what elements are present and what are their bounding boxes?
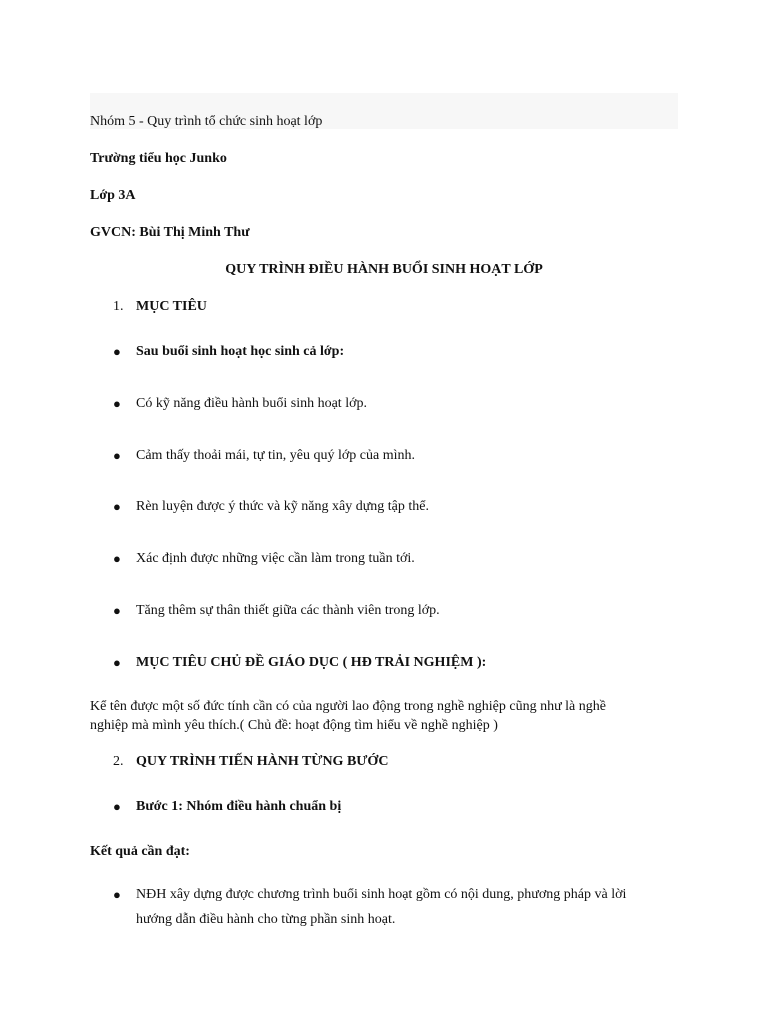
bullet-icon: ● — [113, 551, 121, 566]
bullet-icon: ● — [113, 344, 121, 359]
result-text-line1: NĐH xây dựng được chương trình buổi sinh hoạt gồm có nội dung, phương pháp và lời — [136, 887, 627, 902]
bullet-icon: ● — [113, 396, 121, 411]
list-item: Có kỹ năng điều hành buổi sinh hoạt lớp. — [136, 396, 367, 411]
teacher-name: GVCN: Bùi Thị Minh Thư — [90, 225, 250, 240]
bullet-icon: ● — [113, 799, 121, 814]
page-title: QUY TRÌNH ĐIỀU HÀNH BUỔI SINH HOẠT LỚP — [225, 262, 543, 277]
list-item: Cảm thấy thoải mái, tự tin, yêu quý lớp của mình. — [136, 448, 416, 463]
bullet-icon: ● — [113, 603, 121, 618]
list-item: Rèn luyện được ý thức và kỹ năng xây dựng tập thể. — [136, 499, 429, 514]
goal-text-line1: Kể tên được một số đức tính cần có của người lao động trong nghề nghiệp cũng như là nghề — [90, 699, 606, 714]
goal-text-line2: nghiệp mà mình yêu thích.( Chủ đề: hoạt động tìm hiểu về nghề nghiệp ) — [90, 718, 498, 733]
bullet-icon: ● — [113, 887, 121, 902]
list-item: Tăng thêm sự thân thiết giữa các thành viên trong lớp. — [136, 603, 440, 618]
goal-heading: MỤC TIÊU CHỦ ĐỀ GIÁO DỤC ( HĐ TRẢI NGHIỆM ): — [136, 655, 487, 670]
section1-number: 1. — [113, 299, 124, 314]
bullet-icon: ● — [113, 448, 121, 463]
bullet-icon: ● — [113, 655, 121, 670]
result-text-line2: hướng dẫn điều hành cho từng phần sinh hoạt. — [136, 912, 396, 927]
school-name: Trường tiểu học Junko — [90, 151, 227, 166]
step1-heading: Bước 1: Nhóm điều hành chuẩn bị — [136, 799, 342, 814]
bullet-icon: ● — [113, 499, 121, 514]
section1-subheading: Sau buổi sinh hoạt học sinh cả lớp: — [136, 344, 345, 359]
section2-heading: QUY TRÌNH TIẾN HÀNH TỪNG BƯỚC — [136, 754, 389, 769]
list-item: Xác định được những việc cần làm trong tuần tới. — [136, 551, 415, 566]
section2-number: 2. — [113, 754, 124, 769]
class-name: Lớp 3A — [90, 188, 136, 203]
section1-heading: MỤC TIÊU — [136, 299, 207, 314]
result-heading: Kết quả cần đạt: — [90, 844, 190, 859]
doc-header: Nhóm 5 - Quy trình tổ chức sinh hoạt lớp — [90, 114, 323, 129]
